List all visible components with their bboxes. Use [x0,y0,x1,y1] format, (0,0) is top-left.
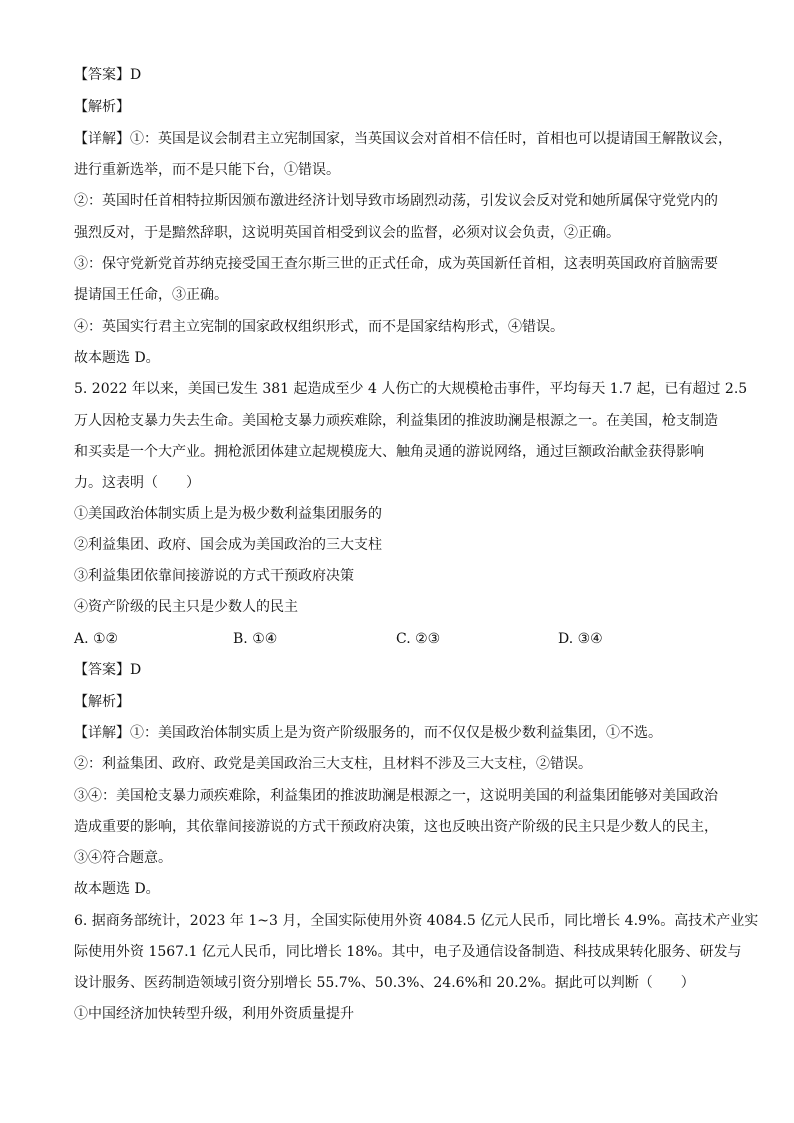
q4-detail-line: ④：英国实行君主立宪制的国家政权组织形式，而不是国家结构形式，④错误。 [74,319,564,335]
q5-statement: ③利益集团依靠间接游说的方式干预政府决策 [74,568,354,584]
q5-answer: 【答案】D [74,662,142,678]
q5-stem-line: 万人因枪支暴力失去生命。美国枪支暴力顽疾难除，利益集团的推波助澜是根源之一。在美国，枪支制造 [74,413,718,429]
q4-detail-line: ③：保守党新党首苏纳克接受国王查尔斯三世的正式任命，成为英国新任首相，这表明英国政府首脑需要 [74,256,718,272]
q6-stem-line: 6. 据商务部统计，2023 年 1~3 月，全国实际使用外资 4084.5 亿元人民币，同比增长 4.9%。高技术产业实 [74,913,759,929]
q5-detail-line: 造成重要的影响，其依靠间接游说的方式干预政府决策，这也反映出资产阶级的民主只是少数人的民主， [74,819,718,835]
q5-options [74,624,734,655]
q5-option-c: C. ②③ [396,631,441,647]
q5-analysis-label-text: 解析 [88,694,116,710]
q5-analysis-label: 【解析】 [74,694,130,710]
q5-stem-line: 力。这表明（ ） [74,475,200,491]
q5-stem-line: 和买卖是一个大产业。拥枪派团体建立起规模庞大、触角灵通的游说网络，通过巨额政治献金获得影响 [74,444,704,460]
q4-analysis-label: 【解析】 [74,99,130,115]
q5-detail-line: 【详解】①：美国政治体制实质上是为资产阶级服务的，而不仅仅是极少数利益集团，①不选。 [74,725,662,741]
q4-detail-line: 进行重新选举，而不是只能下台，①错误。 [74,162,340,178]
q5-option-d: D. ③④ [558,631,603,647]
q5-detail-line: ③④符合题意。 [74,850,172,866]
q5-statement: ②利益集团、政府、国会成为美国政治的三大支柱 [74,537,382,553]
q4-detail-line: ②：英国时任首相特拉斯因颁布激进经济计划导致市场剧烈动荡，引发议会反对党和她所属保守党党内的 [74,193,718,209]
q5-stem-line: 5. 2022 年以来，美国已发生 381 起造成至少 4 人伤亡的大规模枪击事件，平均每天 1.7 起，已有超过 2.5 [74,381,748,397]
q5-option-a: A. ①② [74,631,119,647]
q5-option-b: B. ①④ [233,631,278,647]
q4-conclusion: 故本题选 D。 [74,350,160,366]
q4-detail-line: 强烈反对，于是黯然辞职，这说明英国首相受到议会的监督，必须对议会负责，②正确。 [74,225,620,241]
q4-detail-line: 【详解】①：英国是议会制君主立宪制国家，当英国议会对首相不信任时，首相也可以提请国王解散议会， [74,131,732,147]
q5-detail-line: ③④：美国枪支暴力顽疾难除，利益集团的推波助澜是根源之一，这说明美国的利益集团能够对美国政治 [74,788,718,804]
q4-detail-line: 提请国王任命，③正确。 [74,287,228,303]
q5-statement: ④资产阶级的民主只是少数人的民主 [74,599,298,615]
q5-statement: ①美国政治体制实质上是为极少数利益集团服务的 [74,506,382,522]
q4-answer: 【答案】D [74,67,142,83]
q5-detail-line: ②：利益集团、政府、政党是美国政治三大支柱，且材料不涉及三大支柱，②错误。 [74,756,592,772]
q4-analysis-label-text: 解析 [88,99,116,115]
q5-conclusion: 故本题选 D。 [74,881,160,897]
q6-stem-line: 设计服务、医药制造领域引资分别增长 55.7%、50.3%、24.6%和 20.2%。据此可以判断（ ） [74,975,695,991]
q6-statement: ①中国经济加快转型升级，利用外资质量提升 [74,1006,354,1022]
q6-stem-line: 际使用外资 1567.1 亿元人民币，同比增长 18%。其中，电子及通信设备制造、科技成果转化服务、研发与 [74,944,742,960]
